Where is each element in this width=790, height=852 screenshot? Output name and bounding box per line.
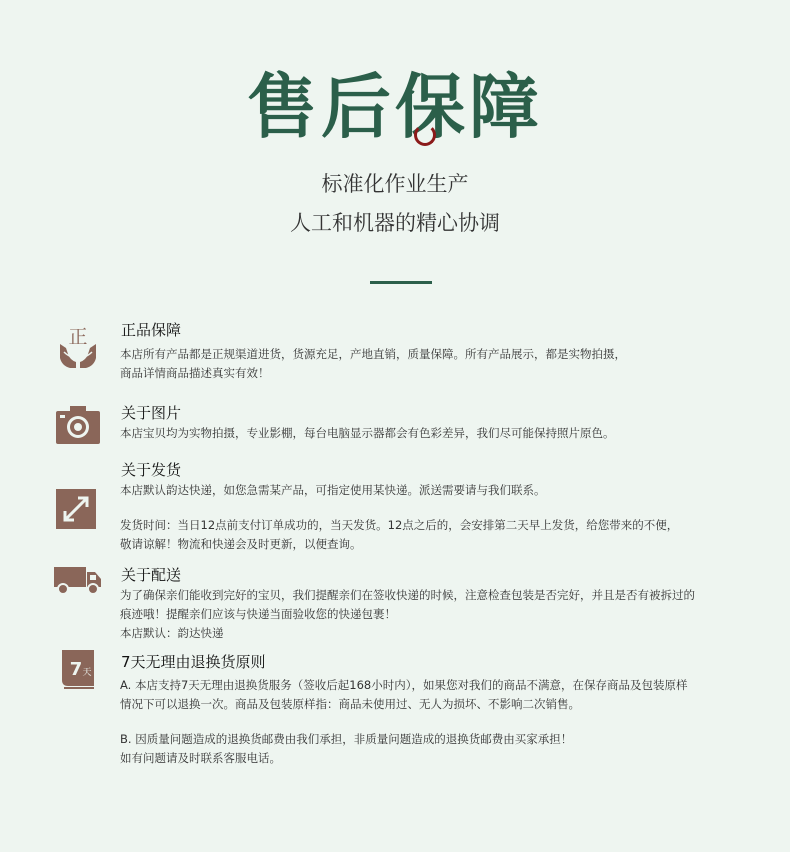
section-photos: [0, 403, 790, 453]
section-shipping-line2: 发货时间：当日12点前支付订单成功的，当天发货。12点之后的，会安排第二天早上发货，给您带来的不便，: [120, 518, 679, 532]
title-divider: [370, 281, 432, 284]
section-delivery-line1: 为了确保亲们能收到完好的宝贝，我们提醒亲们在签收快递的时候，注意检查包装是否完好，并且是否有被拆过的: [120, 588, 695, 602]
diagonal-arrow-icon: [56, 489, 96, 529]
calendar-7-days-icon: [60, 650, 96, 690]
section-returns-title: 7天无理由退换货原则: [121, 653, 266, 671]
section-delivery: [0, 565, 790, 645]
section-returns-line3: B. 因质量问题造成的退换货邮费由我们承担，非质量问题造成的退换货邮费由买家承担！: [120, 732, 573, 746]
truck-icon: [54, 567, 102, 595]
section-delivery-line3: 本店默认：韵达快递: [120, 626, 224, 640]
section-delivery-line2: 痕迹哦！提醒亲们应该与快递当面验收您的快递包裹！: [120, 607, 396, 621]
section-genuine-line1: 本店所有产品都是正规渠道进货，货源充足，产地直销，质量保障。所有产品展示，都是实物拍摄，: [120, 347, 626, 361]
section-returns-line4: 如有问题请及时联系客服电话。: [120, 751, 281, 765]
section-genuine-line2: 商品详情商品描述真实有效！: [120, 366, 270, 380]
camera-icon: [56, 406, 100, 444]
returns-icon-number: 7: [69, 659, 83, 680]
subtitle-standardized: 标准化作业生产: [321, 172, 469, 196]
subtitle-coordination: 人工和机器的精心协调: [290, 211, 500, 235]
section-shipping: [0, 460, 790, 560]
section-photos-title: 关于图片: [121, 404, 182, 422]
returns-icon-unit: 天: [82, 668, 92, 678]
section-returns-line2: 情况下可以退换一次。商品及包装原样指：商品未使用过、无人为损坏、不影响二次销售。: [120, 697, 580, 711]
page-title: 售后保障: [247, 66, 543, 148]
title-decoration-mark: [414, 124, 436, 146]
section-photos-line1: 本店宝贝均为实物拍摄，专业影棚，每台电脑显示器都会有色彩差异，我们尽可能保持照片原色。: [120, 426, 615, 440]
section-delivery-title: 关于配送: [121, 566, 182, 584]
section-genuine-title: 正品保障: [121, 321, 182, 339]
genuine-icon-glyph: 正: [68, 326, 88, 348]
section-shipping-title: 关于发货: [121, 461, 182, 479]
section-shipping-line3: 敬请谅解！物流和快递会及时更新，以便查询。: [120, 537, 362, 551]
section-genuine: [0, 318, 790, 388]
section-shipping-line1: 本店默认韵达快递，如您急需某产品，可指定使用某快递。派送需要请与我们联系。: [120, 483, 546, 497]
section-returns-line1: A. 本店支持7天无理由退换货服务（签收后起168小时内），如果您对我们的商品不满意，在保存商品及包装原样: [120, 678, 688, 692]
section-returns: [0, 650, 790, 770]
genuine-hands-icon: [56, 322, 100, 370]
